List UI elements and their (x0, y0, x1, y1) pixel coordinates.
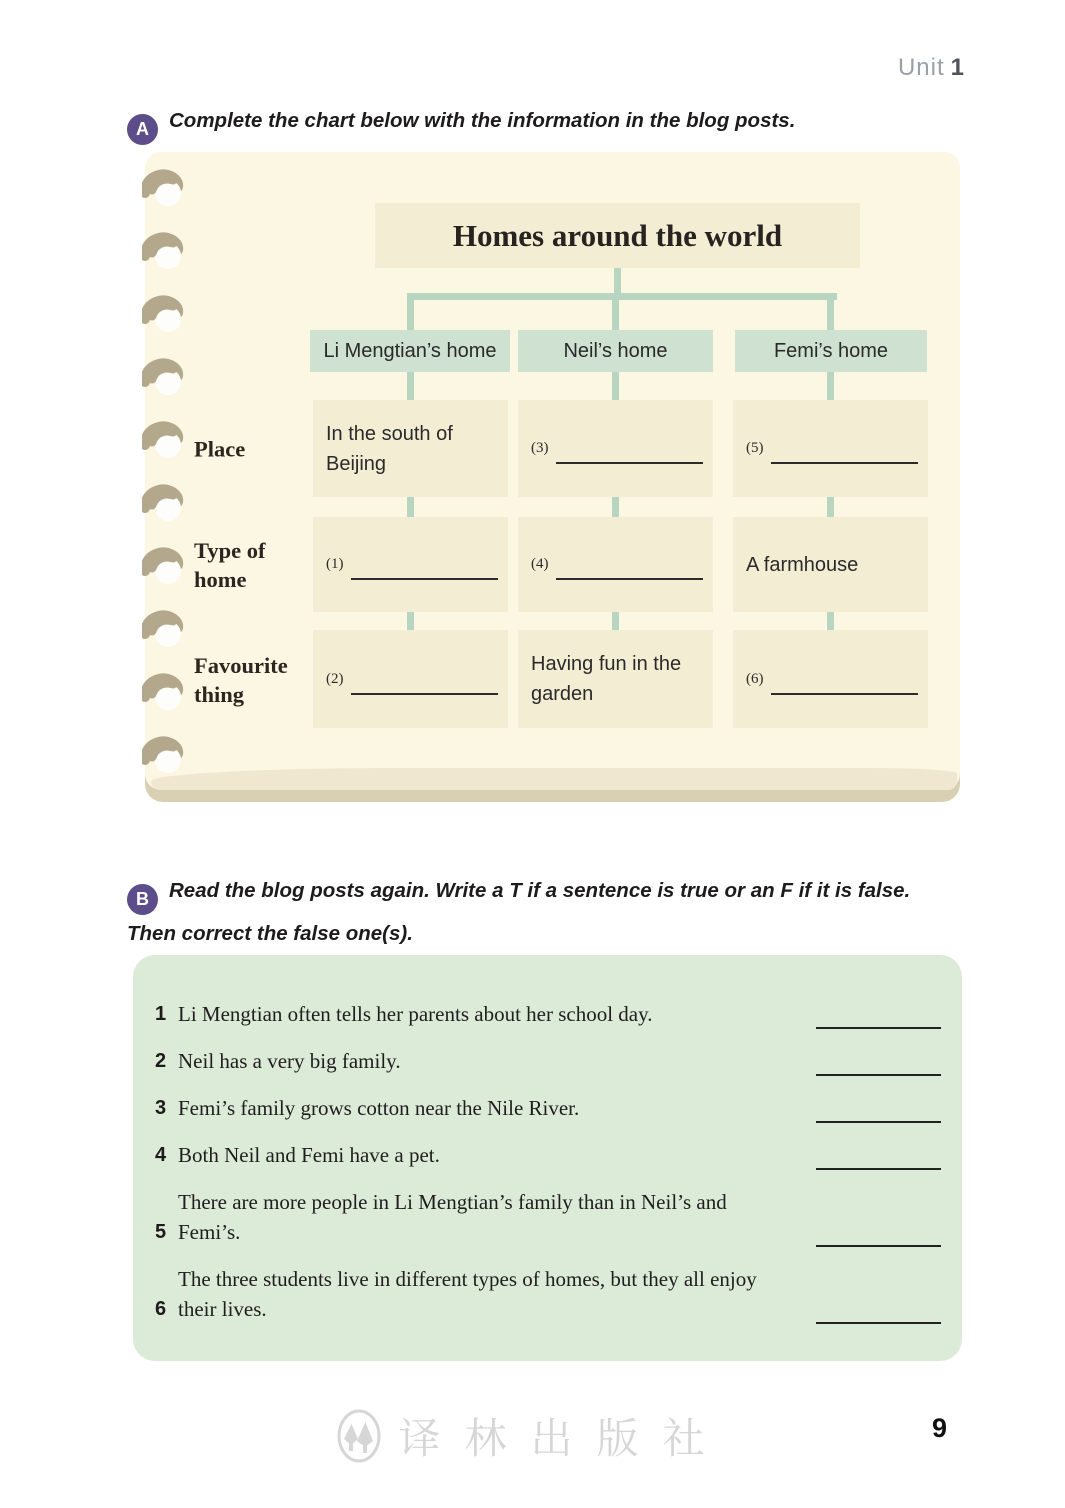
unit-word: Unit (897, 54, 945, 81)
answer-blank-line (816, 1144, 941, 1170)
blank-number: (6) (746, 670, 764, 687)
statement-row (155, 1187, 941, 1247)
chart-cell-blank (531, 433, 703, 464)
statement-list (155, 999, 941, 1324)
row-label-type-of-home: Type of home (194, 538, 266, 592)
spiral-hole-icon (142, 357, 190, 397)
statement-number: 1 (155, 1003, 167, 1025)
column-header-femi: Femi’s home (735, 330, 927, 372)
row-label-favourite-thing: Favourite thing (194, 653, 288, 707)
publisher-watermark (0, 1406, 1065, 1466)
answer-blank-line (816, 1003, 941, 1029)
section-b-badge: B (127, 884, 158, 915)
publisher-name: 译林出版社 (398, 1417, 729, 1463)
chart-cell-blank (746, 433, 918, 464)
answer-blank-line (556, 444, 703, 464)
statement-row (155, 1046, 941, 1076)
section-a-badge: A (127, 114, 158, 145)
chart-cell (518, 400, 713, 497)
answer-blank-line (771, 675, 918, 695)
column-header-neil: Neil’s home (518, 330, 713, 372)
statement-number: 4 (155, 1144, 167, 1166)
chart-cell (313, 400, 508, 497)
spiral-hole-icon (142, 609, 190, 649)
blank-number: (4) (531, 556, 549, 572)
statement-text: Both Neil and Femi have a pet. (178, 1143, 440, 1167)
section-a-text: Complete the chart below with the information in the blog posts. (169, 109, 796, 132)
spiral-hole-icon (142, 420, 190, 460)
page-number: 9 (931, 1413, 947, 1443)
section-b-instruction (127, 872, 942, 952)
blank-number: (5) (746, 440, 764, 456)
chart-cell (733, 400, 928, 497)
statement-text: The three students live in different types of homes, but they all enjoy their lives. (178, 1267, 757, 1321)
connector-horizontal (407, 293, 837, 300)
notebook-card (145, 152, 960, 790)
answer-blank-line (816, 1221, 941, 1247)
statement-text: There are more people in Li Mengtian’s family than in Neil’s and Femi’s. (178, 1190, 727, 1244)
chart-title: Homes around the world (375, 203, 860, 268)
answer-blank-line (556, 560, 703, 580)
spiral-hole-icon (142, 231, 190, 271)
statement-row (155, 999, 941, 1029)
chart-cell (313, 630, 508, 728)
section-a-instruction (127, 102, 942, 145)
chart-cell (733, 630, 928, 728)
statement-number: 6 (155, 1298, 167, 1320)
chart-cell-blank (531, 549, 703, 580)
statement-text: Li Mengtian often tells her parents about her school day. (178, 1002, 653, 1026)
chart-cell (733, 517, 928, 612)
section-b-text: Read the blog posts again. Write a T if a sentence is true or an F if it is false. Then correct the false one(s). (127, 879, 911, 945)
unit-number: 1 (950, 54, 965, 81)
row-label-place: Place (194, 436, 246, 462)
blank-number: (2) (326, 670, 344, 687)
chart-cell-blank (326, 664, 498, 695)
chart-cell (518, 517, 713, 612)
statement-number: 5 (155, 1221, 167, 1243)
spiral-hole-icon (142, 483, 190, 523)
answer-blank-line (771, 444, 918, 464)
statement-row (155, 1093, 941, 1123)
chart-cell-blank (326, 549, 498, 580)
publisher-logo-icon (336, 1409, 382, 1463)
spiral-hole-icon (142, 735, 190, 775)
spiral-hole-icon (142, 294, 190, 334)
chart-cell (518, 630, 713, 728)
blank-number: (1) (326, 556, 344, 572)
chart-cell (313, 517, 508, 612)
statement-number: 2 (155, 1050, 167, 1072)
answer-blank-line (351, 675, 498, 695)
statement-row (155, 1140, 941, 1170)
answer-blank-line (816, 1050, 941, 1076)
spiral-hole-icon (142, 546, 190, 586)
statement-row (155, 1264, 941, 1324)
answer-blank-line (816, 1097, 941, 1123)
unit-label (898, 54, 965, 82)
spiral-hole-icon (142, 168, 190, 208)
answer-blank-line (816, 1298, 941, 1324)
blank-number: (3) (531, 440, 549, 456)
bold-letter: T (509, 879, 522, 902)
bold-letter: F (780, 879, 793, 902)
statement-text: Neil has a very big family. (178, 1049, 401, 1073)
answer-blank-line (351, 560, 498, 580)
column-header-li-mengtian: Li Mengtian’s home (310, 330, 510, 372)
chart-cell-text: A farmhouse (746, 553, 859, 576)
spiral-hole-icon (142, 672, 190, 712)
exercise-b-panel (133, 955, 962, 1361)
chart-cell-blank (746, 664, 918, 695)
chart-cell-text: In the south of Beijing (326, 422, 453, 475)
chart-cell-text: Having fun in the garden (531, 653, 682, 705)
statement-number: 3 (155, 1097, 167, 1119)
statement-text: Femi’s family grows cotton near the Nile River. (178, 1096, 580, 1120)
